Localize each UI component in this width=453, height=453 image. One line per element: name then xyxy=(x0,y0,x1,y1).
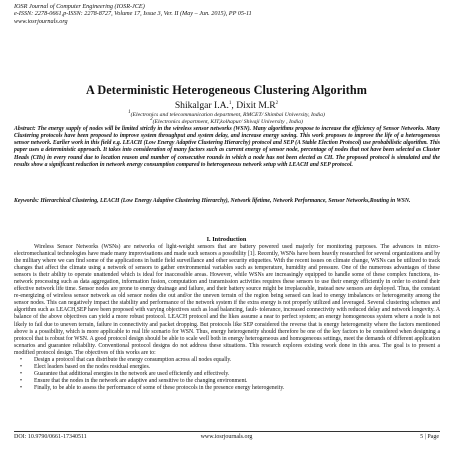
section-number: I. xyxy=(206,236,211,243)
section-heading xyxy=(0,236,453,243)
footer-doi: DOI: 10.9790/0661-17340511 xyxy=(14,434,87,440)
list-item xyxy=(14,378,440,385)
list-item-text: Finally, to be able to assess the performance of some of these protocols in the presence energy heterogeneity. xyxy=(34,384,285,391)
abstract xyxy=(14,126,440,169)
list-item-text: Guarantee that additional energies in the network are used efficiently and effectively. xyxy=(34,370,230,377)
author-2: Dixit M.R xyxy=(236,100,276,111)
journal-issn: e-ISSN: 2278-0661,p-ISSN: 2278-8727, Volume 17, Issue 3, Ver. II (May – Jun. 2015), PP 05-11 xyxy=(14,10,252,18)
affiliation-1-sup: 1 xyxy=(128,110,131,116)
list-item xyxy=(14,364,440,371)
footer-website[interactable]: www.iosrjournals.org xyxy=(200,434,253,440)
section-title: Introduction xyxy=(212,236,247,243)
abstract-label: Abstract: xyxy=(14,126,36,132)
author-1: Shikalgar I.A. xyxy=(174,100,229,111)
author-separator: , xyxy=(231,100,237,111)
list-item-text: Elect leaders based on the nodes residual energies. xyxy=(34,363,151,370)
affiliation-2 xyxy=(0,119,453,125)
keywords xyxy=(14,198,440,205)
keywords-label: Keywords: xyxy=(14,198,39,204)
bullet-icon: • xyxy=(20,384,23,391)
author-1-sup: 1 xyxy=(228,100,232,106)
journal-header xyxy=(14,3,252,25)
list-item-text: Design a protocol that can distribute the energy consumption across all nodes equally. xyxy=(34,356,232,363)
affiliation-2-sup: 2 xyxy=(150,117,153,123)
keywords-text: Hierarchical Clustering, LEACH (Low Energy Adaptive Clustering Hierarchy), Network lifetime, Network Performance, Sensor Networks,Routing in WSN. xyxy=(38,198,411,204)
objectives-list xyxy=(14,357,440,392)
bullet-icon: • xyxy=(20,356,23,363)
journal-name: IOSR Journal of Computer Engineering (IOSR-JCE) xyxy=(14,3,145,10)
list-item xyxy=(14,357,440,364)
footer-page-number: 5 | Page xyxy=(420,434,439,440)
affiliation-1 xyxy=(0,112,453,118)
paper-title: A Deterministic Heterogeneous Clustering Algorithm xyxy=(86,83,367,97)
list-item xyxy=(14,371,440,378)
author-list xyxy=(0,100,453,111)
abstract-text: The energy supply of nodes will be limited strictly in the wireless sensor networks (WSN). Many algorithms propose to increase the efficiency of Sensor Networks. Many Clustering protocols have been proposed to improve system throughput and system delay, and increase energy saving. This work proposes to improve the life of a heterogeneous sensor network. Earlier work in this field e.g. LEACH (Low Energy Adaptive Clustering Hierarchy) protocol and SEP (A Stable Election Protocol) use probabilistic algorithm. This paper uses a deterministic approach. It takes into consideration of many factors such as current energy of sensor node, percentage of nodes that not have been selected as Cluster Heads (CHs) in every round due to location reason and number of consecutive rounds in which a node has not been elected as CH. The proposed protocol is simulated and the results show a significant reduction in network energy consumption compared to heterogeneous network setup with LEACH and SEP protocol. xyxy=(14,126,440,168)
author-2-sup: 2 xyxy=(275,100,279,106)
bullet-icon: • xyxy=(20,370,23,377)
introduction-body xyxy=(14,244,440,392)
affiliation-2-text: (Electronics department, KIT,kolhapur/ Shivaji University , India) xyxy=(152,119,303,125)
journal-website: www.iosrjournals.org xyxy=(14,17,68,25)
list-item-text: Ensure that the nodes in the network are adaptive and sensitive to the changing environment. xyxy=(34,377,248,384)
bullet-icon: • xyxy=(20,377,23,384)
list-item xyxy=(14,385,440,392)
footer-divider xyxy=(14,431,440,432)
affiliation-1-text: (Electronics and telecommunication department, RMCET/ Shimbai University, India) xyxy=(130,112,325,118)
bullet-icon: • xyxy=(20,363,23,370)
intro-paragraph: Wireless Sensor Networks (WSNs) are networks of light-weight sensors that are battery powered used majorly for monitoring purposes. The advances in micro-electromechanical technologies have made many improvisations and made such sensors a possibility [1]. Recently, WSNs have been heavily researched for several organizations and by the military where we can find some of the applications in battle field surveillance and other security etiquettes. With the recent issues on climate change, WSNs can be utilized to track changes that affect the climate using a network of sensors to gather environmental variables such as temperature, humidity and pressure. One of the numerous advantages of these sensors is their ability to operate unattended which is ideal for inaccessible areas. However, while WSNs are increasingly equipped to handle some of these complex functions, in-network processing such as data aggregation, information fusion, computation and transmission activities requires these sensors to use their energy efficiently in order to extend their effective network life time. Sensor nodes are prone to energy drainage and failure, and their battery source might be irreplaceable, instead new sensors are deployed. Thus, the constant re-energizing of wireless sensor network as old sensor nodes die out and/or the uneven terrain of the region being sensed can lead to energy imbalances or heterogeneity among the sensor nodes. This can negatively impact the stability and performance of the network system if the extra energy is not properly utilized and leveraged. Several clustering schemes and algorithm such as LEACH,SEP have been proposed with varying objectives such as load balancing, fault- tolerance, increased connectivity with reduced delay and network longevity. A balance of the above objectives can yield a more robust protocol. LEACH protocol and the likes assume a near to perfect system; an energy homogeneous system where a node is not likely to fail due to uneven terrain, failure in connectivity and packet dropping. But protocols like SEP considered the reverse that is energy heterogeneity where the factors mentioned above is a possibility, which is more applicable to real life scenario for WSN. Thus, energy heterogeneity should therefore be one of the key factors to be considered when designing a protocol that is robust for WSN. A good protocol design should be able to scale well both in energy heterogeneous and homogeneous settings, meet the demands of different application scenarios and guarantee reliability. Conventional protocol designs do not address these situations. This research explores existing work done in this area. The goal is to present a modified protocol design. The objectives of this works are to: xyxy=(14,244,440,356)
